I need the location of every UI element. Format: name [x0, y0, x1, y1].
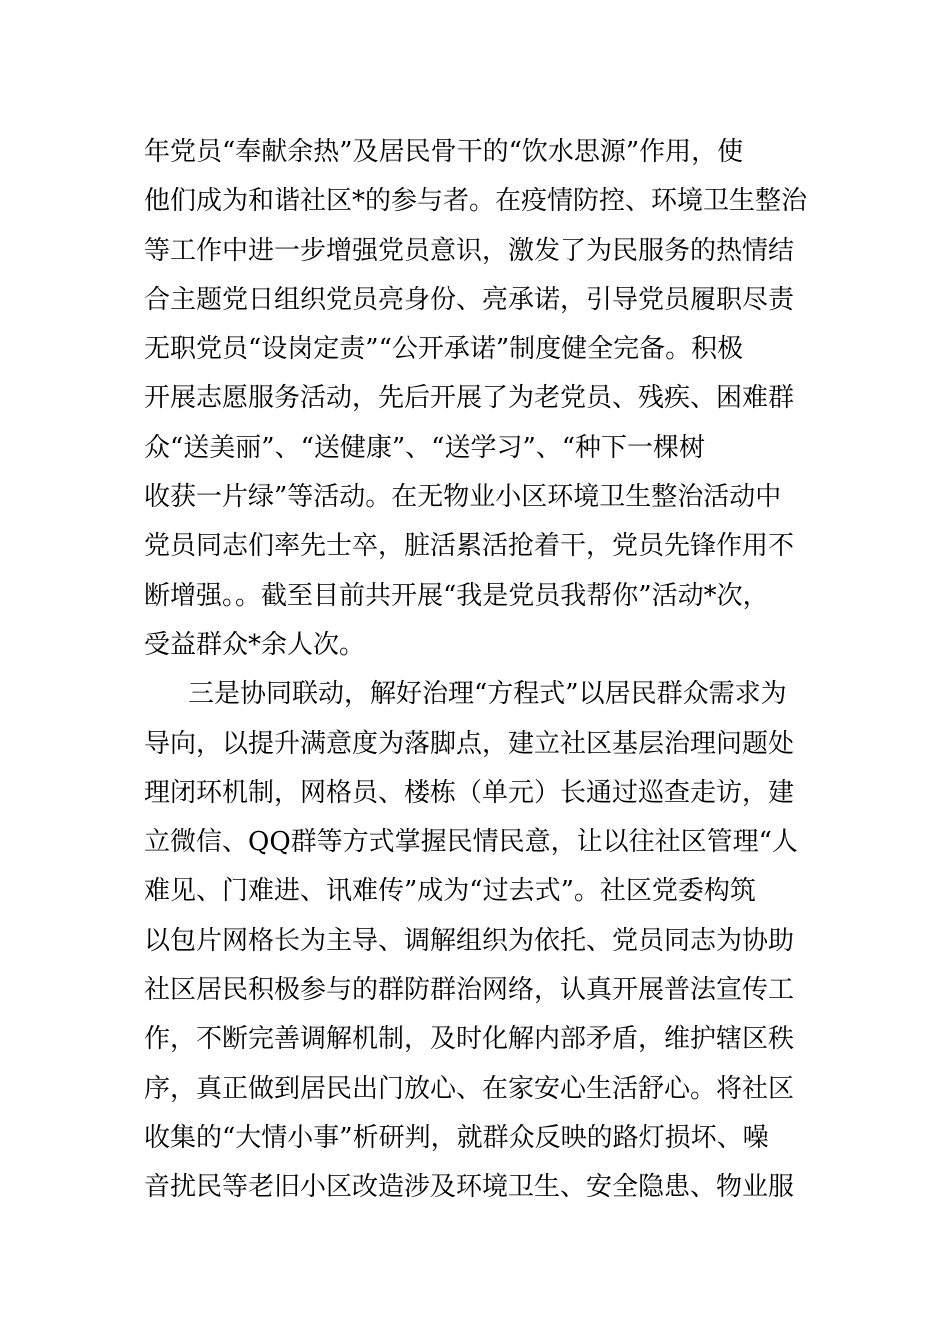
paragraph-start-line: 三是协同联动，解好治理“方程式”以居民群众需求为 [188, 679, 787, 710]
text-line: 作，不断完善调解机制，及时化解内部矛盾，维护辖区秩 [144, 1024, 795, 1055]
text-line: 年党员“奉献余热”及居民骨干的“饮水思源”作用，使 [144, 137, 744, 167]
text-line: 众“送美丽”、“送健康”、“送学习”、“种下一棵树 [144, 432, 706, 463]
text-line: 收获一片绿”等活动。在无物业小区环境卫生整治活动中 [144, 482, 782, 513]
text-line: 序，真正做到居民出门放心、在家安心生活舒心。将社区 [144, 1073, 795, 1104]
text-line: 合主题党日组织党员亮身份、亮承诺，引导党员履职尽责 [144, 284, 795, 315]
text-line: 开展志愿服务活动，先后开展了为老党员、残疾、困难群 [144, 383, 795, 414]
text-line: 社区居民积极参与的群防群治网络，认真开展普法宣传工 [144, 975, 795, 1006]
text-line: 党员同志们率先士卒，脏活累活抢着干，党员先锋作用不 [144, 531, 795, 562]
text-line: 收集的“大情小事”析研判，就群众反映的路灯损坏、噪 [144, 1122, 769, 1153]
text-line: 立微信、QQ群等方式掌握民情民意，让以往社区管理“人 [144, 827, 798, 858]
text-line: 受益群众*余人次。 [144, 629, 366, 660]
text-line: 音扰民等老旧小区改造涉及环境卫生、安全隐患、物业服 [144, 1172, 795, 1203]
text-line: 他们成为和谐社区*的参与者。在疫情防控、环境卫生整治 [144, 186, 808, 217]
text-line: 等工作中进一步增强党员意识，激发了为民服务的热情结 [144, 235, 795, 266]
text-line: 难见、门难进、讯难传”成为“过去式”。社区党委构筑 [144, 876, 756, 907]
text-line: 断增强。。截至目前共开展“我是党员我帮你”活动*次， [144, 580, 769, 611]
text-line: 导向，以提升满意度为落脚点，建立社区基层治理问题处 [144, 728, 795, 759]
body-text [144, 128, 814, 1213]
text-line: 以包片网格长为主导、调解组织为依托、党员同志为协助 [144, 925, 795, 956]
text-line: 理闭环机制，网格员、楼栋（单元）长通过巡查走访，建 [144, 777, 795, 808]
text-line: 无职党员“设岗定责”“公开承诺”制度健全完备。积极 [144, 334, 744, 365]
